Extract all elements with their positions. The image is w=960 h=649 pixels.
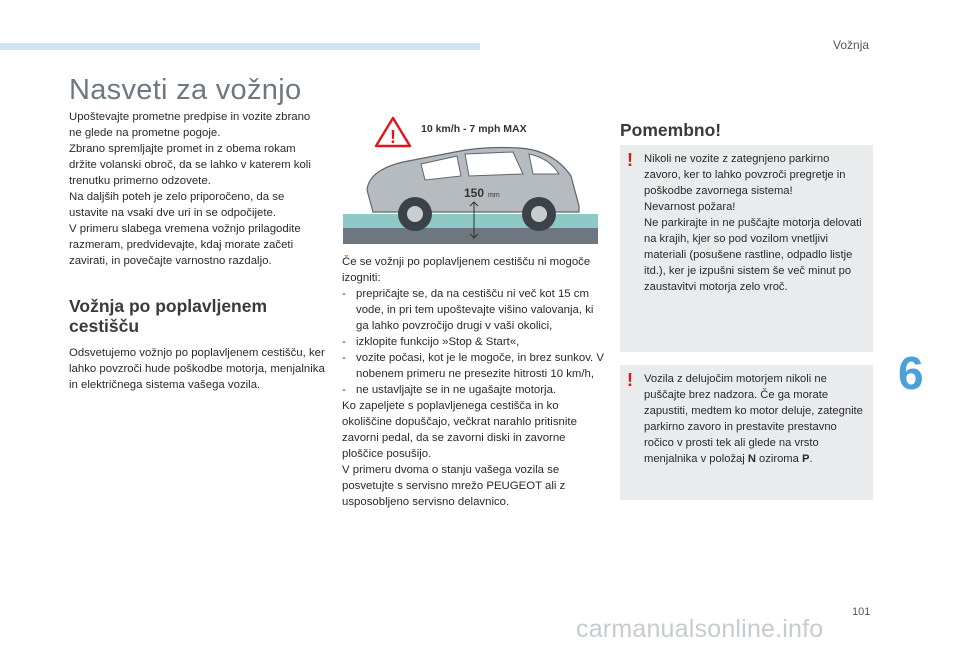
water-surface	[343, 214, 598, 228]
after-paragraph: V primeru dvoma o stanju vašega vozila se posvetujte s servisno mrežo PEUGEOT ali z usposobljeno servisno delavnico.	[342, 464, 566, 508]
section-name: Vožnja	[833, 38, 870, 52]
warning-box	[620, 145, 873, 352]
page-title: Nasveti za vožnjo	[69, 74, 302, 106]
speed-label: 10 km/h - 7 mph MAX	[421, 123, 527, 135]
intro-text	[69, 109, 326, 269]
flood-illustration	[343, 114, 598, 246]
list-item: - vozite počasi, kot je le mogoče, in brez sunkov. V nobenem primeru ne presezite hitrosti 10 km/h,	[342, 352, 604, 380]
page-number: 101	[852, 606, 871, 618]
svg-text:!: !	[390, 127, 396, 147]
important-title: Pomembno!	[620, 120, 722, 140]
list-item: - izklopite funkcijo »Stop & Start«,	[342, 336, 520, 348]
warning-line: Ne parkirajte in ne puščajte motorja delovati na krajih, kjer so pod vozilom vnetljivi materiali (posušene rastline, odpadlo listje itd.), ker je izpušni sistem še več minut po zaustavitvi motorja zelo vroč.	[644, 217, 862, 293]
depth-value: 150	[464, 186, 485, 200]
list-item: - prepričajte se, da na cestišču ni več kot 15 cm vode, in pri tem upoštevajte višino valovanja, ki ga lahko povzročijo drugi v vaši okolici,	[342, 288, 594, 332]
intro-paragraph: Na daljših poteh je zelo priporočeno, da se ustavite na vsaki dve uri in se odpočijete.	[69, 191, 285, 219]
flood-text	[69, 345, 326, 393]
intro-paragraph: Zbrano spremljajte promet in z obema rokam držite volanski obroč, da se lahko v katerem koli trenutku primerno odzovete.	[69, 143, 311, 187]
watermark: carmanualsonline.info	[576, 615, 824, 643]
instruction-list	[342, 286, 604, 398]
flood-heading: Vožnja po poplavljenem cestišču	[69, 296, 268, 336]
flood-instructions	[342, 254, 604, 510]
road-surface	[343, 228, 598, 244]
warning-box	[620, 365, 873, 500]
warning-line: Nikoli ne vozite z zategnjeno parkirno zavoro, ker to lahko povzroči pregretje in poškodbe zavornega sistema!	[644, 153, 846, 197]
list-item: - ne ustavljajte se in ne ugašajte motorja.	[342, 384, 557, 396]
after-paragraph: Ko zapeljete s poplavljenega cestišča in ko okoliščine dopuščajo, večkrat narahlo pritisnite zavorni pedal, da se zavorni diski in zavorne ploščice posušijo.	[342, 400, 577, 460]
intro-paragraph: V primeru slabega vremena vožnjo prilagodite razmeram, predvidevajte, kdaj morate začeti zavirati, in povečajte varnostno razdaljo.	[69, 223, 301, 267]
exclamation-icon: !	[627, 370, 633, 390]
intro-paragraph: Upoštevajte prometne predpise in vozite zbrano ne glede na prometne pogoje.	[69, 111, 311, 139]
exclamation-icon: !	[627, 150, 633, 170]
chapter-number: 6	[898, 347, 924, 399]
warning-text: Vozila z delujočim motorjem nikoli ne puščajte brez nadzora. Če ga morate zapustiti, medtem ko motor deluje, zategnite parkirno zavoro in prestavite prestavno ročico v prosti tek ali glede na vrsto menjalnika v položaj N oziroma P.	[644, 373, 863, 465]
flood-paragraph: Odsvetujemo vožnjo po poplavljenem cestišču, ker lahko povzroči hude poškodbe motorja, menjalnika in električnega sistema vašega vozila.	[69, 347, 325, 391]
warning-line: Nevarnost požara!	[644, 201, 736, 213]
header-accent-bar	[0, 43, 480, 50]
warning-triangle-icon	[376, 118, 410, 147]
instructions-intro: Če se vožnji po poplavljenem cestišču ni mogoče izogniti:	[342, 256, 591, 284]
depth-unit: mm	[488, 192, 500, 199]
